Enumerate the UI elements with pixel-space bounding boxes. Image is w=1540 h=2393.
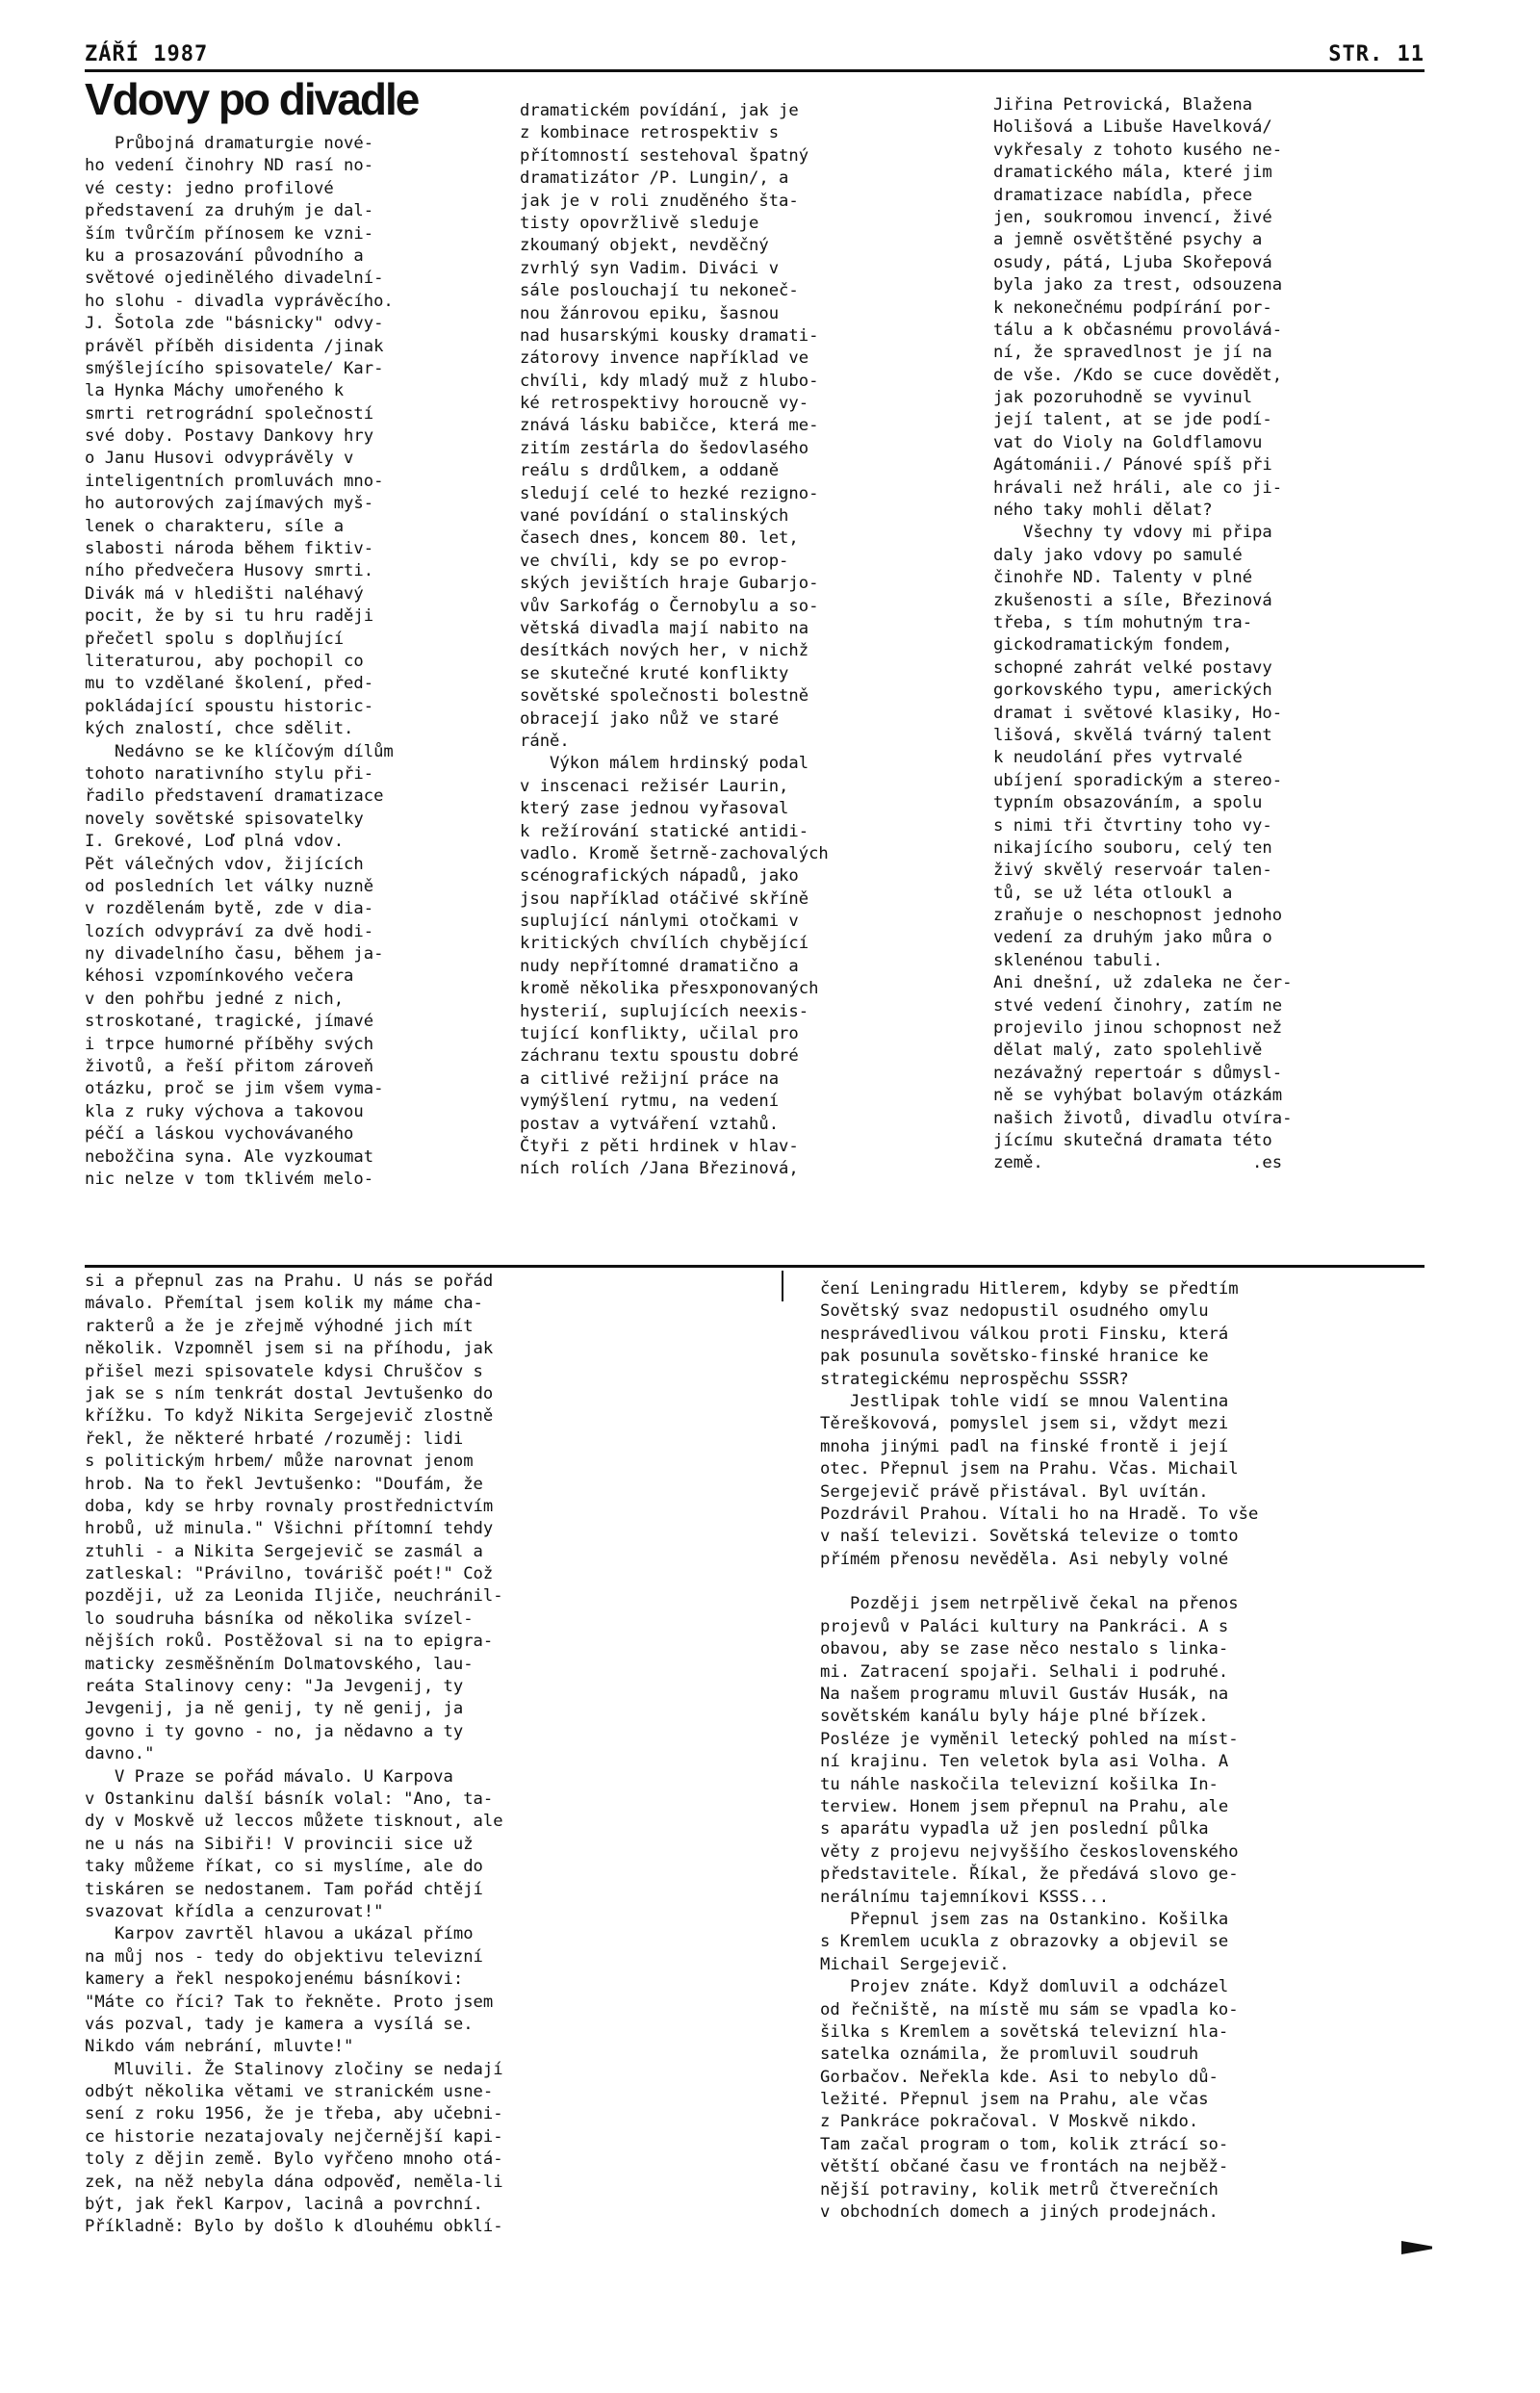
text-line: I. Grekové, Loď plná vdov. (85, 832, 345, 852)
column-divider (782, 1271, 783, 1301)
text-line: znává lásku babičce, která me- (520, 416, 819, 436)
text-line: v obchodních domech a jiných prodejnách. (820, 2202, 1219, 2223)
text-line: jsou například otáčivé skříně (520, 888, 809, 909)
text-line: suplující nánlymi otočkami v (520, 912, 799, 932)
text-line: třeba, s tím mohutným tra- (993, 612, 1253, 632)
text-line: si a přepnul zas na Prahu. U nás se pořád (85, 1272, 494, 1291)
text-line: sklenénou tabuli. (993, 950, 1163, 970)
text-line: ho vedení činohry ND rasí no- (85, 156, 374, 176)
text-line: sení z roku 1956, že je třeba, aby učebni- (85, 2104, 503, 2124)
text-line: s politickým hrbem/ může narovnat jenom (85, 1452, 474, 1472)
text-line: nější potraviny, kolik metrů čtverečních (820, 2179, 1219, 2200)
text-line: projevilo jinou schopnost než (993, 1018, 1283, 1039)
text-line: šilka s Kremlem a sovětská televizní hla- (820, 2021, 1229, 2042)
text-line: Nikdo vám nebrání, mluvte!" (85, 2037, 354, 2057)
text-line: kromě několika přesxponovaných (520, 979, 819, 999)
text-line: s nimi tři čtvrtiny toho vy- (993, 815, 1272, 836)
text-line: ne u nás na Sibiři! V provincii sice už (85, 1834, 474, 1854)
text-line: tisty opovržlivě sleduje (520, 213, 759, 233)
text-line: nějších roků. Postěžoval si na to epigra- (85, 1632, 494, 1652)
text-line: ských jevištích hraje Gubarjo- (520, 574, 819, 594)
text-line: strategickému neprospěchu SSSR? (820, 1369, 1129, 1389)
text-line: ztuhli - a Nikita Sergejevič se zasmál a (85, 1541, 483, 1561)
text-line: několik. Vzpomněl jsem si na příhodu, jak (85, 1339, 494, 1359)
article-column-1 (85, 133, 513, 1191)
text-line: nerálnímu tajemníkovi KSSS... (820, 1887, 1110, 1907)
text-line: své doby. Postavy Dankovy hry (85, 426, 374, 447)
text-line: k neudolání přes vytrvalé (993, 748, 1243, 768)
text-line: Jiřina Petrovická, Blažena (993, 95, 1253, 115)
text-line: dramatickém povídání, jak je (520, 101, 799, 120)
text-line: kéhosi vzpomínkového večera (85, 966, 354, 987)
text-line: tů, se už léta otloukl a (993, 883, 1233, 903)
text-line: se skutečné kruté konflikty (520, 663, 789, 683)
text-line: slabosti národa během fiktiv- (85, 539, 374, 559)
text-line: Přepnul jsem zas na Ostankino. Košilka (820, 1909, 1229, 1929)
text-line: zitím zestárla do šedovlasého (520, 438, 809, 458)
text-line: dramatizátor /P. Lungin/, a (520, 168, 789, 189)
text-line: vadlo. Kromě šetrně-zachovalých (520, 843, 829, 863)
text-line: hrob. Na to řekl Jevtušenko: "Doufám, že (85, 1474, 483, 1494)
issue-date: ZÁŘÍ 1987 (85, 42, 209, 66)
text-line: ležité. Přepnul jsem na Prahu, ale včas (820, 2090, 1209, 2110)
text-line: mávalo. Přemítal jsem kolik my máme cha- (85, 1294, 483, 1314)
text-line: postav a vytváření vztahů. (520, 1114, 780, 1134)
text-line: stvé vedení činohry, zatím ne (993, 995, 1283, 1016)
text-line: J. Šotola zde "básnicky" odvy- (85, 314, 384, 334)
text-line: přítomností sestehoval špatný (520, 145, 809, 166)
text-line: činohře ND. Talenty v plné (993, 568, 1253, 588)
text-line: V Praze se pořád mávalo. U Karpova (85, 1766, 453, 1787)
text-line: vův Sarkofág o Černobylu a so- (520, 596, 819, 616)
text-line: jícímu skutečná dramata této (993, 1130, 1272, 1150)
text-line: scénografických nápadů, jako (520, 866, 799, 887)
text-line: a jemně osvětštěné psychy a (993, 230, 1263, 250)
text-line: toly z dějin země. Bylo vyřčeno mnoho otá- (85, 2149, 503, 2170)
text-line: časech dnes, koncem 80. let, (520, 528, 799, 549)
text-line: později, už za Leonida Iljiče, neuchránil- (85, 1586, 503, 1607)
text-line: s Kremlem ucukla z obrazovky a objevil se (820, 1932, 1229, 1952)
text-line: hrávali než hráli, ale co ji- (993, 477, 1283, 498)
text-line: dramat i světové klasiky, Ho- (993, 703, 1283, 723)
text-line: mi. Zatracení spojaři. Selhali i podruhé. (820, 1661, 1229, 1682)
text-line: i trpce humorné příběhy svých (85, 1034, 374, 1054)
text-line: větská divadla mají nabito na (520, 618, 809, 638)
report-column-2 (820, 1278, 1424, 2224)
text-line: reáta Stalinovy ceny: "Ja Jevgenij, ty (85, 1677, 464, 1697)
text-line: jak se s ním tenkrát dostal Jevtušenko do (85, 1383, 494, 1403)
text-line: představitele. Říkal, že předává slovo ge- (820, 1865, 1239, 1885)
text-line: Projev znáte. Když domluvil a odcházel (820, 1977, 1229, 1997)
text-line: v naší televizi. Sovětská televize o tomto (820, 1527, 1239, 1547)
text-line: zatleskal: "Právilno, továrišč poét!" Což (85, 1564, 494, 1584)
text-line: Jestlipak tohle vidí se mnou Valentina (820, 1391, 1229, 1411)
text-line: govno i ty govno - no, ja nědavno a ty (85, 1721, 464, 1741)
text-line: "Máte co říci? Tak to řekněte. Proto jsem (85, 1992, 494, 2012)
text-line: tálu a k občasnému provolává- (993, 320, 1283, 340)
text-line: nesprávedlivou válkou proti Finsku, která (820, 1324, 1229, 1344)
text-line: vymýšlení rytmu, na vedení (520, 1092, 780, 1112)
text-line: od posledních let války nuzně (85, 876, 374, 896)
text-line: nic nelze v tom tklivém melo- (85, 1169, 374, 1189)
text-line: sledují celé to hezké rezigno- (520, 483, 819, 503)
text-line: mu to vzdělané školení, před- (85, 674, 374, 694)
text-line: ve chvíli, kdy se po evrop- (520, 551, 789, 571)
text-line: nezávažný repertoár s důmysl- (993, 1063, 1283, 1083)
text-line: Sergejevič právě přistával. Byl uvítán. (820, 1481, 1209, 1502)
text-line: maticky zesměšněním Dolmatovského, lau- (85, 1654, 474, 1674)
text-line: stroskotané, tragické, jímavé (85, 1012, 374, 1032)
text-line: být, jak řekl Karpov, lacinâ a povrchní. (85, 2195, 483, 2215)
text-line: země. .es (993, 1153, 1283, 1173)
text-line: Těreškovová, pomyslel jsem si, vždyt mezi (820, 1414, 1229, 1434)
article-column-3 (993, 94, 1424, 1175)
text-line: literaturou, aby pochopil co (85, 651, 364, 671)
text-line: vedení za druhým jako můra o (993, 928, 1272, 948)
text-line: dy v Moskvě už leccos můžete tisknout, ale (85, 1812, 503, 1832)
text-line: její talent, at se jde podí- (993, 410, 1272, 430)
text-line: jen, soukromou invencí, živé (993, 207, 1272, 227)
text-line: nad husarskými kousky dramati- (520, 325, 819, 346)
text-line: zek, na něž nebyla dána odpověď, neměla-li (85, 2172, 503, 2192)
text-line: a citlivé režijní práce na (520, 1068, 780, 1089)
text-line: satelka oznámila, že promluvil soudruh (820, 2045, 1199, 2065)
text-line: Tam začal program o tom, kolik ztrácí so- (820, 2134, 1229, 2154)
text-line: nikajícího souboru, celý ten (993, 837, 1272, 858)
text-line: hysterií, suplujících neexis- (520, 1001, 809, 1021)
text-line: ho slohu - divadla vyprávěcího. (85, 291, 394, 311)
text-line: projevů v Paláci kultury na Pankráci. A s (820, 1616, 1229, 1636)
text-line: kých znalostí, chce sdělit. (85, 719, 354, 739)
text-line: mnoha jinými padl na finské frontě i její (820, 1436, 1229, 1456)
text-line: sále poslouchají tu nekoneč- (520, 281, 799, 301)
text-line: smrti retrográdní společností (85, 403, 374, 424)
text-line: k režírování statické antidi- (520, 821, 809, 841)
text-line: vás pozval, tady je kamera a vysílá se. (85, 2014, 474, 2034)
text-line: ních rolích /Jana Březinová, (520, 1159, 799, 1179)
text-line: rakterů a že je zřejmě výhodné jich mít (85, 1316, 474, 1336)
text-line: Nedávno se ke klíčovým dílům (85, 741, 394, 761)
text-line: větští občané času ve frontách na nejběž- (820, 2157, 1229, 2177)
text-line: Později jsem netrpělivě čekal na přenos (820, 1594, 1239, 1614)
text-line: ny divadelního času, během ja- (85, 944, 384, 965)
text-line: zraňuje o neschopnost jednoho (993, 906, 1283, 926)
text-line: o Janu Husovi odvyprávěly v (85, 449, 354, 469)
text-line: de vše. /Kdo se cuce dovědět, (993, 365, 1283, 385)
text-line: světové ojedinělého divadelní- (85, 269, 384, 289)
text-line: v inscenaci režisér Laurin, (520, 776, 789, 796)
text-line: v Ostankinu další básník volal: "Ano, ta- (85, 1788, 494, 1809)
text-line: pocit, že by si tu hru raději (85, 606, 374, 627)
text-line: ku a prosazování původního a (85, 245, 364, 266)
text-line (820, 1571, 1424, 1593)
text-line: Mluvili. Že Stalinovy zločiny se nedají (85, 2059, 503, 2079)
text-line: Pozdrávil Prahou. Vítali ho na Hradě. To vše (820, 1504, 1259, 1524)
text-line: chvíli, kdy mladý muž z hlubo- (520, 371, 819, 391)
text-line: péčí a láskou vychovávaného (85, 1124, 354, 1145)
text-line: tohoto narativního stylu při- (85, 763, 374, 784)
text-line: daly jako vdovy po samulé (993, 545, 1243, 565)
text-line: doba, kdy se hrby rovnaly prostřednictvím (85, 1496, 494, 1516)
text-line: smýšlejícího spisovatele/ Kar- (85, 358, 384, 378)
text-line: v rozdělenám bytě, zde v dia- (85, 899, 374, 919)
text-line: osudy, pátá, Ljuba Skořepová (993, 252, 1272, 272)
text-line: lenek o charakteru, síle a (85, 516, 345, 536)
text-line: hrobů, už minula." Všichni přítomní tehdy (85, 1519, 494, 1539)
text-line: záchranu textu spoustu dobré (520, 1046, 799, 1067)
text-line: čení Leningradu Hitlerem, kdyby se předtím (820, 1279, 1239, 1299)
text-line: desítkách nových her, v nichž (520, 641, 809, 661)
text-line: ního předvečera Husovy smrti. (85, 561, 374, 581)
text-line: z Pankráce pokračoval. V Moskvě nikdo. (820, 2112, 1199, 2132)
text-line: ho autorových zajímavých myš- (85, 494, 374, 514)
text-line: tiskáren se nedostanem. Tam pořád chtějí (85, 1879, 483, 1899)
text-line: zátorovy invence například ve (520, 348, 809, 369)
text-line: představení za druhým je dal- (85, 201, 374, 221)
text-line: inteligentních promluvách mno- (85, 471, 384, 491)
text-line: lozích odvypráví za dvě hodi- (85, 921, 374, 941)
text-line: odbýt několika větami ve stranickém usne- (85, 2082, 494, 2102)
text-line: zkušenosti a síle, Březinová (993, 590, 1272, 610)
section-divider (85, 1265, 1424, 1268)
text-line: řadilo představení dramatizace (85, 786, 384, 807)
text-line: Karpov zavrtěl hlavou a ukázal přímo (85, 1924, 474, 1944)
text-line: vat do Violy na Goldflamovu (993, 432, 1263, 452)
text-line: našich životů, divadlu otvíra- (993, 1108, 1293, 1128)
text-line: Ani dnešní, už zdaleka ne čer- (993, 973, 1293, 993)
text-line: ráně. (520, 731, 570, 751)
text-line: pokládající spoustu historic- (85, 696, 374, 716)
text-line: Pět válečných vdov, žijících (85, 854, 364, 874)
text-line: ce historie nezatajovaly nejčernější kapi- (85, 2126, 503, 2147)
text-line: terview. Honem jsem přepnul na Prahu, ale (820, 1796, 1229, 1816)
text-line: nebožčina syna. Ale vyzkoumat (85, 1146, 374, 1167)
text-line: taky můžeme říkat, co si myslíme, ale do (85, 1857, 483, 1877)
text-line: jak pozoruhodně se vyvinul (993, 388, 1253, 408)
text-line: zvrhlý syn Vadim. Diváci v (520, 258, 780, 278)
text-line: obavou, aby se zase něco nestalo s linka- (820, 1639, 1229, 1660)
page-header (85, 42, 1424, 71)
text-line: kla z ruky výchova a takovou (85, 1101, 364, 1121)
text-line: otec. Přepnul jsem na Prahu. Včas. Michail (820, 1459, 1239, 1480)
text-line: obracejí jako nůž ve staré (520, 708, 780, 729)
text-line: sovětském kanálu byly háje plné břízek. (820, 1707, 1209, 1727)
text-line: ní krajinu. Ten veletok byla asi Volha. A (820, 1752, 1229, 1772)
text-line: davno." (85, 1744, 155, 1764)
text-line: Všechny ty vdovy mi připa (993, 523, 1272, 543)
text-line: právěl příběh disidenta /jinak (85, 336, 384, 356)
text-line: nou žánrovou epiku, šasnou (520, 303, 780, 323)
text-line: na můj nos - tedy do objektivu televizní (85, 1946, 483, 1967)
text-line: otázku, proč se jim všem vyma- (85, 1079, 384, 1099)
text-line: ného taky mohli dělat? (993, 501, 1213, 521)
text-line: jak je v roli znuděného šta- (520, 191, 799, 211)
text-line: reálu s drdůlkem, a oddaně (520, 461, 780, 481)
text-line: vé cesty: jedno profilové (85, 178, 334, 198)
header-rule (85, 69, 1424, 72)
text-line: řekl, že některé hrbaté /rozuměj: lidi (85, 1428, 464, 1449)
text-line: schopné zahrát velké postavy (993, 657, 1272, 678)
text-line: typním obsazováním, a spolu (993, 793, 1263, 813)
text-line: živý skvělý reservoár talen- (993, 861, 1272, 881)
text-line: Sovětský svaz nedopustil osudného omylu (820, 1301, 1209, 1322)
text-line: sovětské společnosti bolestně (520, 686, 809, 707)
text-line: pak posunula sovětsko-finské hranice ke (820, 1347, 1209, 1367)
text-line: vykřesaly z tohoto kusého ne- (993, 140, 1283, 160)
text-line: Michail Sergejevič. (820, 1954, 1010, 1974)
text-line: dramatického mála, které jim (993, 163, 1272, 183)
text-line: Divák má v hledišti naléhavý (85, 583, 364, 604)
text-line: ším tvůrčím přínosem ke vzni- (85, 223, 374, 244)
text-line: kamery a řekl nespokojenému básníkovi: (85, 1969, 464, 1990)
text-line: Čtyři z pěti hrdinek v hlav- (520, 1136, 799, 1156)
text-line: nudy nepřítomné dramatično a (520, 956, 799, 976)
article-column-2 (520, 100, 970, 1181)
text-line: novely sovětské spisovatelky (85, 809, 364, 829)
text-line: dramatizace nabídla, přece (993, 185, 1253, 205)
text-line: Na našem programu mluvil Gustáv Husák, na (820, 1685, 1229, 1705)
text-line: životů, a řeší přitom zároveň (85, 1057, 374, 1077)
text-line: ubíjení sporadickým a stereo- (993, 770, 1283, 790)
text-line: Agátománii./ Pánové spíš při (993, 455, 1272, 476)
text-line: tu náhle naskočila televizní košilka In- (820, 1774, 1219, 1794)
text-line: la Hynka Máchy umořeného k (85, 381, 345, 401)
text-line: přímém přenosu nevěděla. Asi nebyly volné (820, 1549, 1229, 1569)
text-line: byla jako za trest, odsouzena (993, 275, 1283, 296)
text-line: z kombinace retrospektiv s (520, 123, 780, 143)
text-line: vané povídání o stalinských (520, 506, 789, 527)
text-line: křížku. To když Nikita Sergejevič zlostně (85, 1406, 494, 1427)
text-line: věty z projevu nejvyššího československého (820, 1841, 1239, 1862)
text-line: ně se vyhýbat bolavým otázkám (993, 1086, 1283, 1106)
text-line: kritických chvílích chybějící (520, 934, 809, 954)
text-line: lišová, skvělá tvárný talent (993, 725, 1272, 745)
text-line: přečetl spolu s doplňující (85, 629, 345, 649)
report-column-1 (85, 1271, 758, 2239)
text-line: s aparátu vypadla už jen poslední půlka (820, 1819, 1209, 1840)
text-line: od řečniště, na místě mu sám se vpadla ko- (820, 1999, 1239, 2020)
text-line: ké retrospektivy horoucně vy- (520, 394, 809, 414)
text-line: přišel mezi spisovatele kdysi Chruščov s (85, 1361, 483, 1381)
text-line: Výkon málem hrdinský podal (520, 754, 809, 774)
text-line: ní, že spravedlnost je jí na (993, 343, 1272, 363)
text-line: Holišová a Libuše Havelková/ (993, 117, 1272, 138)
text-line: k nekonečnému podpírání por- (993, 297, 1272, 318)
text-line: který zase jednou vyřasoval (520, 799, 789, 819)
text-line: Gorbačov. Neřekla kde. Asi to nebylo dů- (820, 2067, 1219, 2087)
text-line: Příkladně: Bylo by došlo k dlouhému obklí- (85, 2217, 503, 2237)
end-mark-icon (1401, 2241, 1432, 2254)
text-line: v den pohřbu jedné z nich, (85, 989, 345, 1009)
text-line: Jevgenij, ja ně genij, ty ně genij, ja (85, 1699, 464, 1719)
page-number: STR. 11 (1328, 42, 1424, 66)
text-line: tující konflikty, učilal pro (520, 1024, 799, 1044)
text-line: gorkovského typu, amerických (993, 681, 1272, 701)
text-line: Posléze je vyměnil letecký pohled na míst- (820, 1729, 1239, 1749)
text-line: Průbojná dramaturgie nové- (85, 134, 374, 153)
text-line: svazovat křídla a cenzurovat!" (85, 1901, 384, 1921)
text-line: lo soudruha básníka od několika svízel- (85, 1608, 474, 1629)
article-title: Vdovy po divadle (85, 74, 419, 124)
text-line: gickodramatickým fondem, (993, 635, 1233, 656)
text-line: dělat malý, zato spolehlivě (993, 1041, 1263, 1061)
text-line: zkoumaný objekt, nevděčný (520, 236, 769, 256)
